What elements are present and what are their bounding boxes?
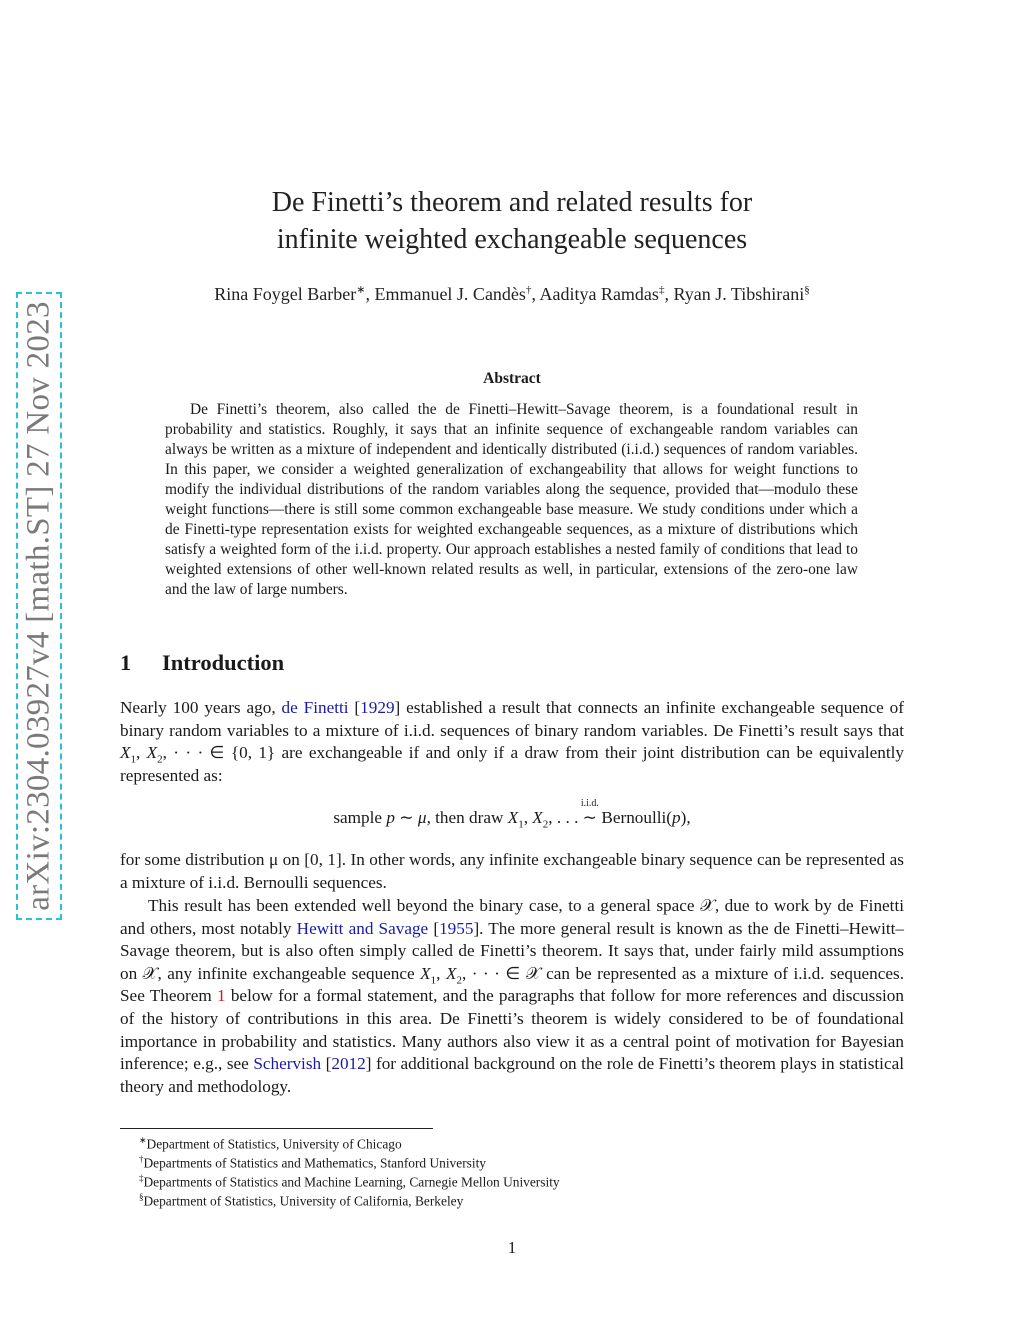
text-run: ∈ 𝒳 can be represented as a mixture of i.i.d. sequences. See Theorem [120,963,905,1006]
abstract-heading: Abstract [483,370,541,387]
citation-link-hewitt-savage[interactable]: Hewitt and Savage [296,918,429,938]
iid-operator [580,798,599,828]
math-x: X [120,743,131,763]
intro-paragraph-3: This result has been extended well beyond the binary case, to a general space 𝒳, due to work by de Finetti and others, most notably Hewitt and Savage [1955]. The more general result is known as the de Finetti–Hewitt–Savage theorem, but is also often simply called de Finetti’s theorem. It says that, under fairly mild assumptions on 𝒳, any infinite exchangeable sequence $X_1$, $X_2$, · · · ∈ 𝒳 can be represented as a mixture of i.i.d. sequences. See Theorem 1 below for a formal statement, and the paragraphs that follow for more references and discussion of the history of contributions in this area. De Finetti’s theorem is widely considered to be of foundational importance in probability and statistics. Many authors also view it as a central point of motivation for Bayesian inference; e.g., see Schervish [2012] for additional background on the role de Finetti’s theorem plays in statistical theory and methodology. [120,896,905,1096]
citation-year-1929[interactable]: 1929 [360,698,395,717]
author-name: Rina Foygel Barber [214,284,357,304]
text-run: [ [321,1054,332,1074]
text-run: ] established a result that connects an infinite exchangeable sequence of binary random variables to a mixture of i.i.d. sequences of binary random variables. De Finetti’s result says that [120,698,904,740]
text-run: [ [348,698,361,717]
arxiv-stamp-text[interactable]: arXiv:2304.03927v4 [math.ST] 27 Nov 2023 [20,301,57,911]
citation-year-2012[interactable]: 2012 [331,1054,366,1074]
author-mark: † [525,284,532,296]
text-run: ]. The more general result is known as the de Finetti–Hewitt–Savage theorem, but is also often simply called de Finetti’s theorem. It says that, under fairly mild assumptions on 𝒳, any infinite exchangeable sequence [120,918,904,983]
eq-text: Bernoulli( [597,808,673,827]
author-mark: § [804,284,810,296]
footnote-text: Departments of Statistics and Mathematics, Stanford University [143,1155,487,1171]
author-name: Aaditya Ramdas [539,284,659,304]
text-run: This result has been extended well beyond the binary case, to a general space 𝒳, due to work by de Finetti and others, most notably [120,896,904,938]
text-run: [ [428,918,440,938]
footnote-mark: ∗ [139,1135,147,1145]
text-run: Nearly 100 years ago, [120,698,282,717]
footnote-2 [139,1154,486,1171]
eq-var-p: p [672,808,681,827]
footnote-mark: § [139,1192,144,1202]
iid-label: i.i.d. [580,798,599,809]
title-line-2: infinite weighted exchangeable sequences [276,224,748,255]
theorem-ref-link[interactable]: 1 [217,986,226,1006]
author-mark: ∗ [356,284,366,296]
footnote-mark: ‡ [139,1173,144,1183]
author-name: Ryan J. Tibshirani [673,284,805,304]
intro-paragraph-2: for some distribution μ on [0, 1]. In other words, any infinite exchangeable binary sequence can be represented as a mixture of i.i.d. Bernoulli sequences. [120,850,904,892]
footnote-rule [120,1128,433,1129]
footnote-text: Departments of Statistics and Machine Learning, Carnegie Mellon University [143,1174,560,1190]
display-equation: sample p ∼ μ, then draw $X_1$, $X_2$, . . . i.i.d. ∼ Bernoulli(p), [333,798,691,831]
author-mark: ‡ [658,284,665,296]
title-line-1: De Finetti’s theorem and related results for [271,187,753,218]
footnote-text: Department of Statistics, University of Chicago [146,1136,402,1152]
abstract-text: De Finetti’s theorem, also called the de Finetti–Hewitt–Savage theorem, is a foundational result in probability and statistics. Roughly, it says that an infinite sequence of exchangeable random variables can always be written as a mixture of independent and identically distributed (i.i.d.) sequences of random variables. In this paper, we consider a weighted generalization of exchangeability that allows for weight functions to modify the individual distributions of the random variables along the sequence, provided that—modulo these weight functions—there is still some common exchangeable base measure. We study conditions under which a de Finetti-type representation exists for weighted exchangeable sequences, as a mixture of distributions which satisfy a weighted form of the i.i.d. property. Our approach establishes a nested family of conditions that lead to weighted extensions of other well-known related results as well, in particular, extensions of the zero-one law and the law of large numbers. [165,401,858,598]
section-heading [120,650,284,676]
footnote-3 [139,1173,560,1190]
eq-sim: ∼ [394,808,418,827]
eq-var-mu: μ [417,808,427,827]
section-number: 1 [120,650,132,675]
citation-link-de-finetti[interactable]: de Finetti [281,698,349,717]
footnote-1 [139,1135,402,1152]
text-run: ] for additional background on the role de Finetti’s theorem plays in statistical theory and methodology. [120,1054,904,1096]
eq-text: , then draw [426,808,508,827]
footnote-4 [139,1192,463,1209]
eq-var-p: p [386,808,395,827]
section-title: Introduction [162,650,285,675]
author-list: Rina Foygel Barber∗, Emmanuel J. Candès†, Aaditya Ramdas‡, Ryan J. Tibshirani§ [214,284,810,304]
eq-text: sample [333,808,387,827]
paper-title [0,184,1024,258]
eq-text: ), [680,808,691,827]
footnote-mark: † [139,1154,144,1164]
citation-year-1955[interactable]: 1955 [439,918,474,938]
footnote-text: Department of Statistics, University of California, Berkeley [143,1193,464,1209]
citation-link-schervish[interactable]: Schervish [253,1054,322,1074]
intro-paragraph-1: Nearly 100 years ago, de Finetti [1929] established a result that connects an infinite exchangeable sequence of binary random variables to a mixture of i.i.d. sequences of binary random variables. De Finetti’s result says that $X_1$, $X_2$, · · · ∈ {0, 1} are exchangeable if and only if a draw from their joint distribution can be equivalently represented as: [120,698,904,785]
iid-tilde: ∼ [582,808,598,827]
author-name: Emmanuel J. Candès [374,284,526,304]
text-run: are exchangeable if and only if a draw from their joint distribution can be equivalently represented as: [120,743,904,785]
page-number: 1 [507,1238,517,1257]
text-run: below for a formal statement, and the paragraphs that follow for more references and discussion of the history of contributions in this area. De Finetti’s theorem is widely considered to be of foundational importance in probability and statistics. Many authors also view it as a central point of motivation for Bayesian inference; e.g., see [120,986,904,1074]
